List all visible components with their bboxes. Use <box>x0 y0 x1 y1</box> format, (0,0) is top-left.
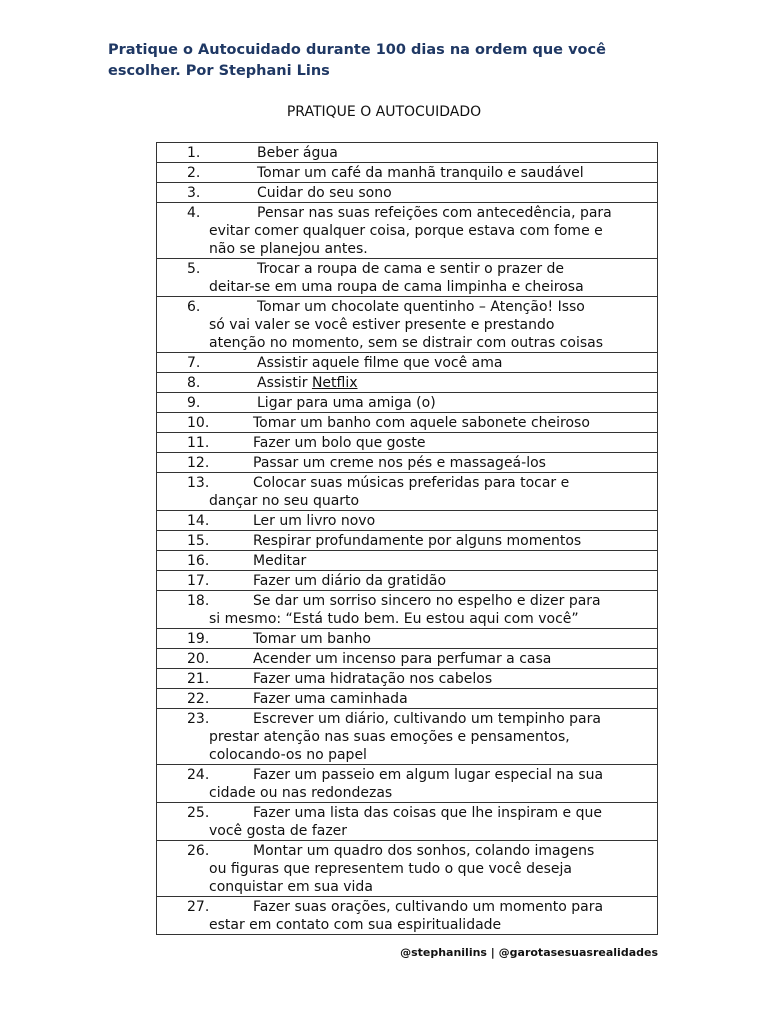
list-item-number: 27. <box>187 899 210 915</box>
list-item-line: evitar comer qualquer coisa, porque estava com fome e <box>209 223 603 239</box>
list-item-line: Beber água <box>257 145 338 161</box>
list-item <box>157 841 658 897</box>
list-item-line: Ligar para uma amiga (o) <box>257 395 436 411</box>
list-item-line: Tomar um café da manhã tranquilo e saudável <box>257 165 584 181</box>
list-item-cell <box>157 551 658 571</box>
footer-handles: @stephanilins | @garotasesuasrealidades <box>400 946 658 959</box>
list-item <box>157 689 658 709</box>
list-item-line: conquistar em sua vida <box>209 879 373 895</box>
list-item-number: 21. <box>187 671 210 687</box>
list-item-number: 26. <box>187 843 210 859</box>
list-item-line: Escrever um diário, cultivando um tempinho para <box>253 711 601 727</box>
list-item-cell <box>157 413 658 433</box>
list-item <box>157 669 658 689</box>
list-item-text <box>157 143 653 162</box>
document-header <box>108 40 668 82</box>
list-item-cell <box>157 353 658 373</box>
list-item <box>157 803 658 841</box>
list-item-line: Meditar <box>253 553 307 569</box>
list-item-number: 13. <box>187 475 210 491</box>
list-item <box>157 353 658 373</box>
list-item-line: Ler um livro novo <box>253 513 376 529</box>
list-item-line: ou figuras que representem tudo o que você deseja <box>209 861 572 877</box>
list-item <box>157 511 658 531</box>
list-item-number: 11. <box>187 435 210 451</box>
list-item-cell <box>157 163 658 183</box>
list-item <box>157 649 658 669</box>
list-item-text <box>157 453 653 472</box>
list-item <box>157 591 658 629</box>
list-item-cell <box>157 669 658 689</box>
list-item-text <box>157 183 653 202</box>
list-item-cell <box>157 453 658 473</box>
list-item <box>157 765 658 803</box>
list-item <box>157 297 658 353</box>
list-item-line: Tomar um banho com aquele sabonete cheiroso <box>253 415 590 431</box>
list-item-cell <box>157 373 658 393</box>
list-item-number: 23. <box>187 711 210 727</box>
list-item <box>157 183 658 203</box>
list-item <box>157 143 658 163</box>
list-item <box>157 453 658 473</box>
list-item-text <box>157 649 653 668</box>
page-title: PRATIQUE O AUTOCUIDADO <box>286 104 482 120</box>
list-item <box>157 433 658 453</box>
list-item-cell <box>157 203 658 259</box>
list-item-line: você gosta de fazer <box>209 823 348 839</box>
list-item-line: Assistir aquele filme que você ama <box>257 355 503 371</box>
header-line-2: escolher. Por Stephani Lins <box>108 63 330 79</box>
list-item-text <box>157 413 653 432</box>
list-item-line: prestar atenção nas suas emoções e pensamentos, <box>209 729 570 745</box>
list-item <box>157 413 658 433</box>
list-item-cell <box>157 709 658 765</box>
list-item-number: 14. <box>187 513 210 529</box>
list-item-line: Acender um incenso para perfumar a casa <box>253 651 552 667</box>
list-item <box>157 897 658 935</box>
list-item-cell <box>157 571 658 591</box>
list-item-line: Passar um creme nos pés e massageá-los <box>253 455 546 471</box>
list-item-line: Fazer uma lista das coisas que lhe inspiram e que <box>253 805 602 821</box>
list-item-number: 15. <box>187 533 210 549</box>
list-item-line: Colocar suas músicas preferidas para tocar e <box>253 475 570 491</box>
list-item-cell <box>157 841 658 897</box>
list-item-line: deitar-se em uma roupa de cama limpinha e cheirosa <box>209 279 584 295</box>
list-item <box>157 203 658 259</box>
list-item-line: Respirar profundamente por alguns momentos <box>253 533 582 549</box>
list-item-number: 2. <box>187 165 201 181</box>
list-item <box>157 571 658 591</box>
list-item-number: 22. <box>187 691 210 707</box>
list-item <box>157 373 658 393</box>
list-item-number: 3. <box>187 185 201 201</box>
list-item-cell <box>157 393 658 413</box>
list-item <box>157 629 658 649</box>
list-item-text <box>157 571 653 590</box>
list-item-cell <box>157 511 658 531</box>
list-item-line: Fazer um bolo que goste <box>253 435 426 451</box>
list-item-line: Trocar a roupa de cama e sentir o prazer de <box>257 261 565 277</box>
list-item-cell <box>157 259 658 297</box>
list-item-text <box>157 669 653 688</box>
list-item-text <box>157 709 653 764</box>
list-item-line: atenção no momento, sem se distrair com outras coisas <box>209 335 604 351</box>
list-item-line: si mesmo: “Está tudo bem. Eu estou aqui com você” <box>209 611 579 627</box>
list-item-text <box>157 841 653 896</box>
list-item-number: 6. <box>187 299 201 315</box>
list-item-number: 7. <box>187 355 201 371</box>
list-item-number: 18. <box>187 593 210 609</box>
list-item-text <box>157 203 653 258</box>
list-item <box>157 259 658 297</box>
list-item-text <box>157 163 653 182</box>
list-item-text <box>157 591 653 628</box>
list-item-text <box>157 373 653 392</box>
list-item-text <box>157 765 653 802</box>
list-item-cell <box>157 629 658 649</box>
list-item-text <box>157 353 653 372</box>
list-item-line: só vai valer se você estiver presente e prestando <box>209 317 555 333</box>
list-item <box>157 531 658 551</box>
list-item-line: colocando-os no papel <box>209 747 367 763</box>
list-item-number: 16. <box>187 553 210 569</box>
list-item-text <box>157 803 653 840</box>
list-item <box>157 393 658 413</box>
list-item-number: 24. <box>187 767 210 783</box>
self-care-list-body <box>157 143 658 935</box>
list-item-cell <box>157 689 658 709</box>
header-line-1: Pratique o Autocuidado durante 100 dias na ordem que você <box>108 42 606 58</box>
list-item-line: Fazer uma caminhada <box>253 691 408 707</box>
list-item-line: dançar no seu quarto <box>209 493 360 509</box>
list-item-cell <box>157 531 658 551</box>
list-item <box>157 163 658 183</box>
list-item-text <box>157 511 653 530</box>
list-item-number: 5. <box>187 261 201 277</box>
list-item-number: 20. <box>187 651 210 667</box>
netflix-link[interactable]: Netflix <box>311 375 358 391</box>
list-item-cell <box>157 183 658 203</box>
list-item-cell <box>157 591 658 629</box>
list-item-number: 12. <box>187 455 210 471</box>
list-item-line: não se planejou antes. <box>209 241 368 257</box>
list-item-cell <box>157 297 658 353</box>
list-item-cell <box>157 143 658 163</box>
list-item-cell <box>157 897 658 935</box>
list-item <box>157 709 658 765</box>
list-item-number: 8. <box>187 375 201 391</box>
list-item-line: Fazer suas orações, cultivando um momento para <box>253 899 604 915</box>
list-item-line: estar em contato com sua espiritualidade <box>209 917 502 933</box>
list-item-number: 25. <box>187 805 210 821</box>
list-item-text <box>157 393 653 412</box>
list-item-number: 1. <box>187 145 201 161</box>
list-item-line: Montar um quadro dos sonhos, colando imagens <box>253 843 595 859</box>
list-item-text <box>157 897 653 934</box>
list-item-text <box>157 473 653 510</box>
list-item-line: Se dar um sorriso sincero no espelho e dizer para <box>253 593 601 609</box>
list-item <box>157 473 658 511</box>
list-item-number: 10. <box>187 415 210 431</box>
self-care-list-table <box>156 142 658 935</box>
list-item-line: cidade ou nas redondezas <box>209 785 393 801</box>
list-item-line: Tomar um chocolate quentinho – Atenção! Isso <box>257 299 585 315</box>
list-item-cell <box>157 649 658 669</box>
list-item-line: Tomar um banho <box>253 631 371 647</box>
list-item-line: Fazer um passeio em algum lugar especial na sua <box>253 767 604 783</box>
list-item-text <box>157 531 653 550</box>
list-item <box>157 551 658 571</box>
list-item-text <box>157 551 653 570</box>
list-item-number: 19. <box>187 631 210 647</box>
list-item-line: Fazer um diário da gratidão <box>253 573 447 589</box>
list-item-number: 17. <box>187 573 210 589</box>
list-item-text <box>157 433 653 452</box>
list-item-number: 4. <box>187 205 201 221</box>
list-item-text <box>157 259 653 296</box>
list-item-line: Cuidar do seu sono <box>257 185 392 201</box>
list-item-text <box>157 689 653 708</box>
list-item-text <box>157 297 653 352</box>
list-item-line: Fazer uma hidratação nos cabelos <box>253 671 493 687</box>
list-item-text <box>157 629 653 648</box>
list-item-cell <box>157 803 658 841</box>
list-item-number: 9. <box>187 395 201 411</box>
list-item-line: Pensar nas suas refeições com antecedência, para <box>257 205 612 221</box>
list-item-cell <box>157 473 658 511</box>
list-item-cell <box>157 433 658 453</box>
list-item-cell <box>157 765 658 803</box>
list-item-label: Assistir <box>257 375 312 391</box>
